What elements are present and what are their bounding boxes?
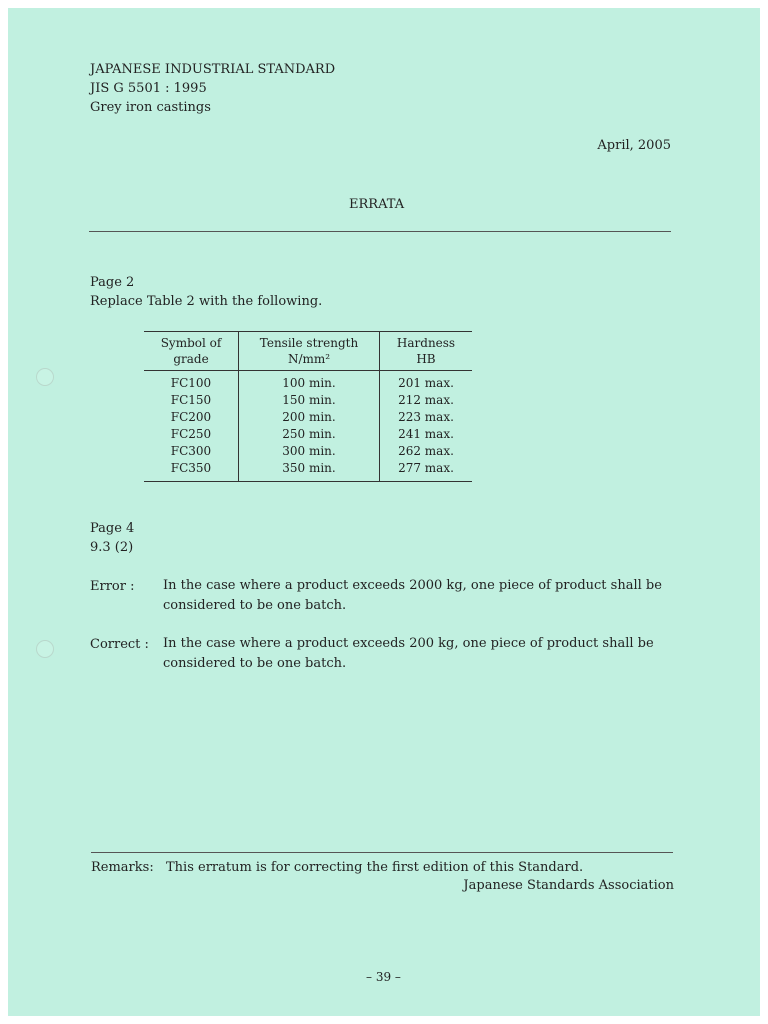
table-cell: FC250 [144, 426, 239, 443]
table-cell: 212 max. [398, 393, 454, 407]
table-cell: 250 min. [239, 426, 380, 443]
remarks-text: This erratum is for correcting the first edition of this Standard. [166, 860, 584, 875]
document-date: April, 2005 [597, 138, 671, 153]
section2-clause: 9.3 (2) [90, 540, 134, 555]
title-rule [89, 231, 671, 232]
section1-page: Page 2 [90, 275, 135, 290]
punch-hole-bottom [36, 640, 54, 658]
table-row [144, 371, 472, 393]
section2-page: Page 4 [90, 521, 135, 536]
correct-label: Correct : [90, 637, 149, 652]
header-cell: Tensile strength N/mm² [239, 332, 380, 371]
table-cell: 300 min. [239, 443, 380, 460]
table-cell: 100 min. [239, 371, 380, 393]
page-title: ERRATA [349, 197, 405, 212]
section1-instruction: Replace Table 2 with the following. [90, 294, 323, 309]
table-cell: 262 max. [398, 444, 454, 458]
table-cell: 223 max. [398, 410, 454, 424]
table-cell: 350 min. [239, 460, 380, 482]
table-cell: 241 max. [398, 427, 454, 441]
correct-text: In the case where a product exceeds 200 kg, one piece of product shall be considered to be one batch. [163, 636, 654, 671]
remarks-label: Remarks: [91, 860, 154, 875]
table-cell: FC150 [144, 392, 239, 409]
issuer: Japanese Standards Association [463, 878, 674, 893]
table-cell: FC100 [144, 371, 239, 393]
table-header-row [144, 332, 472, 371]
error-text: In the case where a product exceeds 2000 kg, one piece of product shall be considered to be one batch. [163, 578, 662, 613]
table-cell: 200 min. [239, 409, 380, 426]
page-number: – 39 – [366, 970, 401, 984]
table-row [144, 392, 472, 409]
header-code: JIS G 5501 : 1995 [90, 81, 207, 96]
error-label: Error : [90, 579, 135, 594]
table-row [144, 460, 472, 482]
table-cell: FC350 [144, 460, 239, 482]
grade-table [144, 331, 472, 482]
header-cell: Symbol of grade [144, 332, 239, 371]
table-row [144, 409, 472, 426]
header-org: JAPANESE INDUSTRIAL STANDARD [90, 62, 336, 77]
table-cell: FC300 [144, 443, 239, 460]
table-cell: 150 min. [239, 392, 380, 409]
table-cell: 277 max. [380, 460, 473, 482]
table-row [144, 426, 472, 443]
remarks-rule [91, 852, 673, 853]
table-row [144, 443, 472, 460]
table-cell: 201 max. [398, 376, 454, 390]
table-cell: FC200 [144, 409, 239, 426]
header-subject: Grey iron castings [90, 100, 211, 115]
punch-hole-top [36, 368, 54, 386]
header-cell: Hardness HB [380, 332, 473, 371]
